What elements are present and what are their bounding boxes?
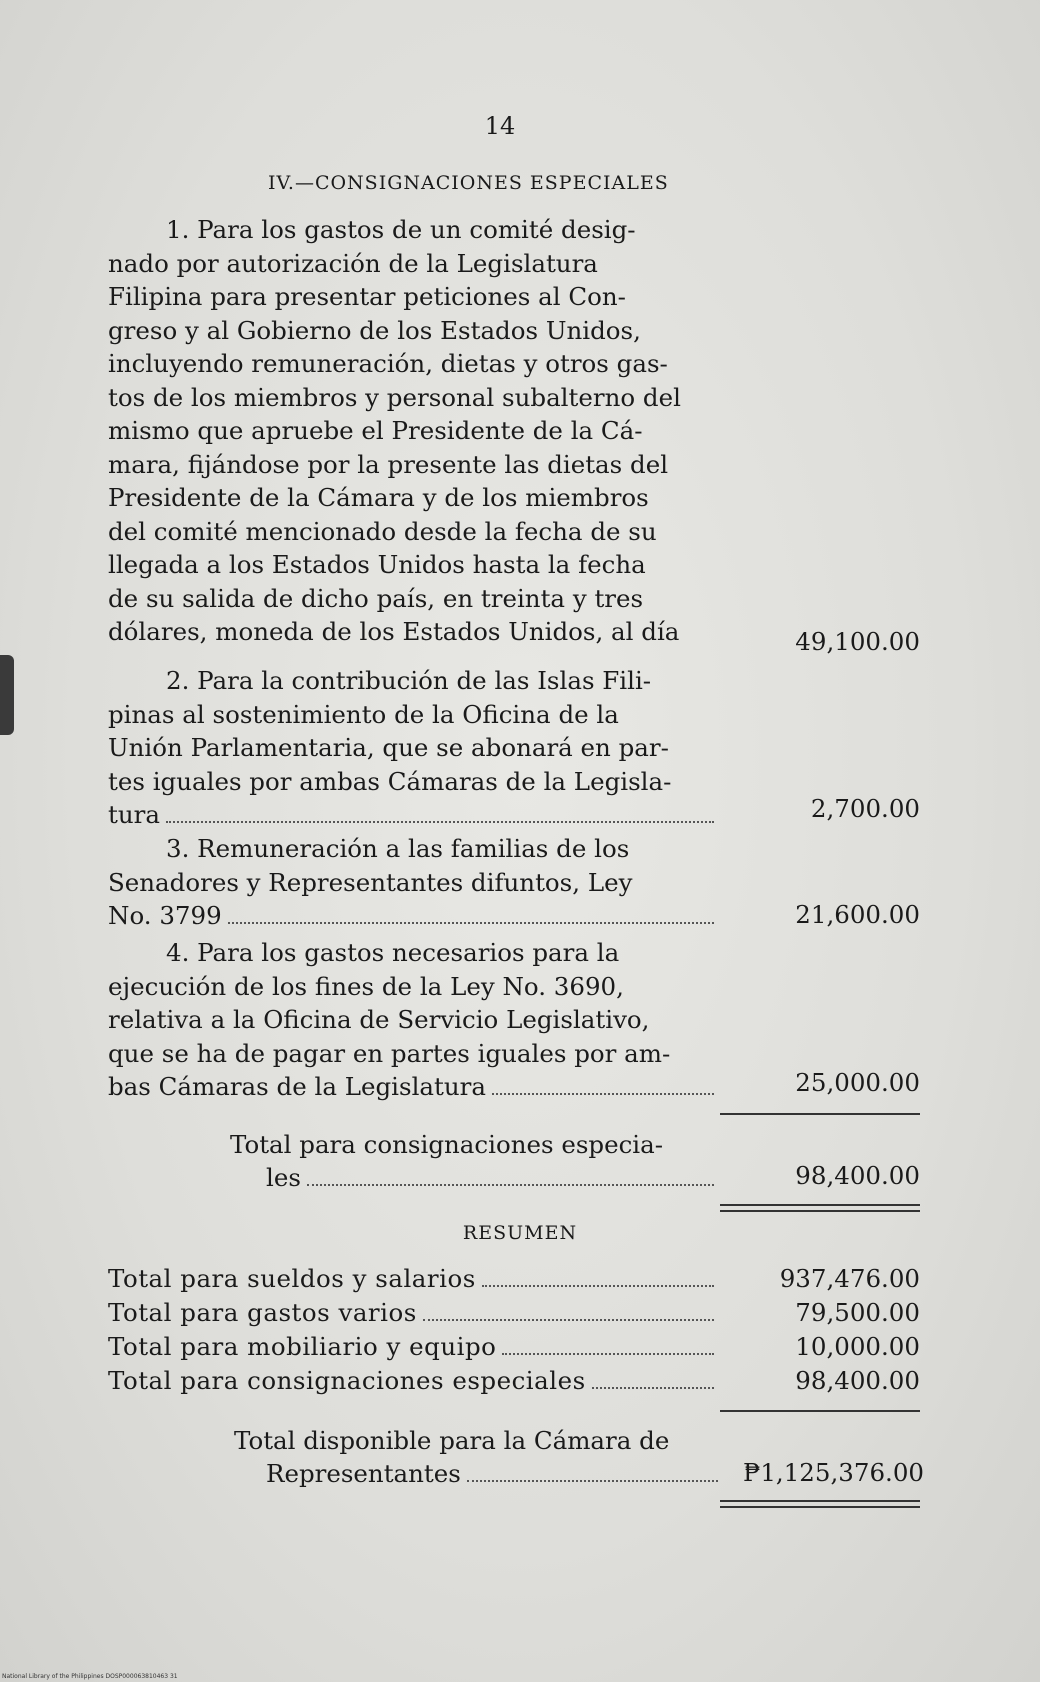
item-4-amount: 25,000.00 — [795, 1068, 920, 1097]
binding-shadow — [0, 655, 14, 735]
archive-stamp: National Library of the Philippines DOSP000063810463 31 — [2, 1673, 178, 1680]
summary-row-2: Total para gastos varios — [108, 1298, 720, 1327]
item-3-line-2: Senadores y Representantes difuntos, Ley — [108, 867, 633, 897]
page-number: 14 — [484, 112, 516, 140]
item-2-line-3: Unión Parlamentaria, que se abonará en par- — [108, 733, 669, 762]
section-title: IV.—CONSIGNACIONES ESPECIALES — [268, 172, 669, 194]
item-2-amount: 2,700.00 — [810, 794, 920, 823]
summary-row-3: Total para mobiliario y equipo — [108, 1332, 720, 1361]
dot-leader — [467, 1480, 718, 1482]
item-3-line-1: 3. Remuneración a las familias de los — [166, 834, 630, 863]
grand-total-line-2: Representantes — [234, 1457, 724, 1490]
item-3-line-3: No. 3799 — [108, 899, 720, 933]
item-1-line-7: mismo que apruebe el Presidente de la Cá- — [108, 416, 643, 445]
summary-amount-1: 937,476.00 — [779, 1264, 920, 1293]
summary-amount-3: 10,000.00 — [795, 1332, 920, 1361]
item-1-line-12: de su salida de dicho país, en treinta y tres — [108, 583, 644, 613]
item-2-line-4: tes iguales por ambas Cámaras de la Legisla- — [108, 766, 672, 796]
item-1-line-13: dólares, moneda de los Estados Unidos, al día — [108, 617, 680, 646]
item-4-line-2: ejecución de los fines de la Ley No. 3690, — [108, 971, 624, 1001]
item-2-text — [108, 664, 720, 832]
summary-row-1: Total para sueldos y salarios — [108, 1264, 720, 1293]
item-2-line-5: tura — [108, 798, 720, 832]
item-3-text — [108, 832, 720, 933]
summary-amount-4: 98,400.00 — [795, 1366, 920, 1395]
item-4-line-1: 4. Para los gastos necesarios para la — [166, 938, 620, 967]
section-total-double-rule — [720, 1204, 920, 1212]
dot-leader — [423, 1319, 714, 1321]
section-total-line-2: les — [230, 1161, 720, 1194]
item-2-line-1: 2. Para la contribución de las Islas Fili- — [166, 666, 652, 695]
item-4-line-4: que se ha de pagar en partes iguales por am- — [108, 1038, 671, 1068]
dot-leader — [482, 1285, 714, 1287]
section-total-amount: 98,400.00 — [795, 1161, 920, 1190]
grand-total-double-rule — [720, 1500, 920, 1508]
item-1-line-3: Filipina para presentar peticiones al Con- — [108, 282, 626, 311]
item-1-line-11: llegada a los Estados Unidos hasta la fecha — [108, 550, 646, 579]
item-1-line-5: incluyendo remuneración, dietas y otros gas- — [108, 349, 668, 378]
item-4-line-3: relativa a la Oficina de Servicio Legislativo, — [108, 1005, 650, 1034]
section-total-line-1: Total para consignaciones especia- — [230, 1130, 664, 1159]
grand-total-label — [234, 1424, 724, 1490]
item-1-line-1: 1. Para los gastos de un comité desig- — [166, 215, 636, 244]
summary-rule — [720, 1410, 920, 1412]
dot-leader — [492, 1092, 714, 1095]
item-3-amount: 21,600.00 — [795, 900, 920, 929]
dot-leader — [307, 1184, 714, 1186]
item-1-line-9: Presidente de la Cámara y de los miembros — [108, 483, 649, 512]
item-1-amount: 49,100.00 — [795, 627, 920, 656]
dot-leader — [166, 820, 714, 823]
summary-row-4: Total para consignaciones especiales — [108, 1366, 720, 1395]
dot-leader — [502, 1353, 714, 1355]
resumen-title: RESUMEN — [462, 1222, 578, 1244]
grand-total-amount: ₱1,125,376.00 — [743, 1458, 924, 1487]
item-2-line-2: pinas al sostenimiento de la Oficina de la — [108, 699, 619, 729]
item-4-line-5: bas Cámaras de la Legislatura — [108, 1070, 720, 1104]
item-1-text — [108, 213, 720, 649]
item-1-line-2: nado por autorización de la Legislatura — [108, 248, 598, 278]
item-1-line-4: greso y al Gobierno de los Estados Unidos, — [108, 315, 641, 345]
item-1-line-6: tos de los miembros y personal subalterno del — [108, 382, 681, 412]
section-total-label — [230, 1128, 720, 1194]
dot-leader — [592, 1387, 714, 1389]
item-1-line-10: del comité mencionado desde la fecha de su — [108, 516, 657, 546]
dot-leader — [228, 921, 714, 924]
item-4-text — [108, 936, 720, 1104]
summary-amount-2: 79,500.00 — [795, 1298, 920, 1327]
item-1-line-8: mara, fijándose por la presente las dietas del — [108, 449, 669, 479]
subtotal-rule — [720, 1113, 920, 1115]
grand-total-line-1: Total disponible para la Cámara de — [234, 1426, 670, 1455]
